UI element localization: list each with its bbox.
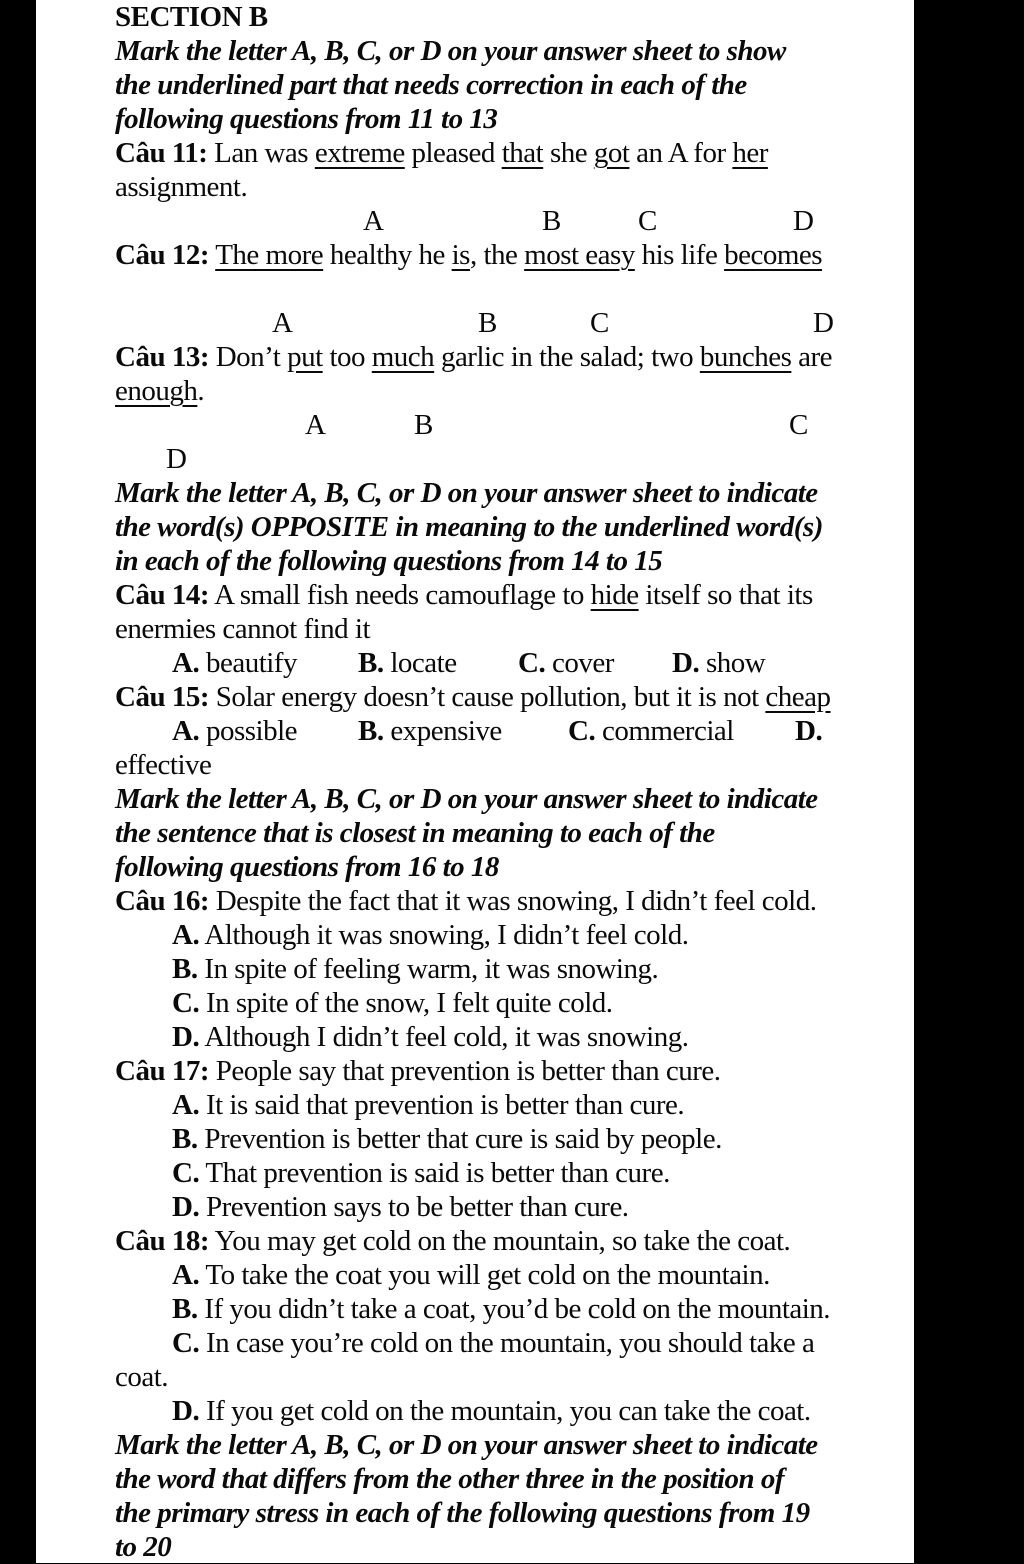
bold-label: C. <box>172 987 200 1019</box>
question-18-text <box>115 1224 832 1258</box>
positioned-segment <box>272 306 292 340</box>
question-14-options <box>115 646 832 680</box>
question-13-letter-row-1 <box>115 408 832 442</box>
instruction-closest-3 <box>115 850 832 884</box>
underlined-word: most easy <box>524 239 635 271</box>
question-16-option-c <box>115 986 832 1020</box>
positioned-segment <box>672 646 765 680</box>
bold-label: the word(s) OPPOSITE in meaning to the underlined word(s) <box>115 511 823 543</box>
bold-label: D. <box>172 1191 200 1223</box>
bold-label: Câu 17: <box>115 1055 209 1087</box>
question-11-text-cont <box>115 170 832 204</box>
question-14-text <box>115 578 832 612</box>
positioned-segment <box>542 204 561 238</box>
underlined-word: her <box>732 137 768 169</box>
underlined-word: cheap <box>765 681 831 713</box>
text-run: Lan was <box>207 137 315 169</box>
bold-label: Câu 13: <box>115 341 209 373</box>
text-run: A <box>272 307 293 339</box>
text-run: are <box>791 341 833 373</box>
text-run: If you didn’t take a coat, you’d be cold on the mountain. <box>197 1293 831 1325</box>
bold-label: B. <box>172 953 198 985</box>
instruction-closest-1 <box>115 782 832 816</box>
text-run: his life <box>634 239 725 271</box>
bold-label: the primary stress in each of the following questions from 19 <box>115 1497 810 1529</box>
positioned-segment <box>358 646 457 680</box>
bold-label: the sentence that is closest in meaning to each of the <box>115 817 715 849</box>
bold-label: the underlined part that needs correction in each of the <box>115 69 747 101</box>
question-11-text <box>115 136 832 170</box>
text-run: an A for <box>629 137 733 169</box>
bold-label: following questions from 16 to 18 <box>115 851 499 883</box>
bold-label: B. <box>358 647 384 679</box>
blank-line <box>115 272 832 306</box>
question-17-text <box>115 1054 832 1088</box>
text-run: If you get cold on the mountain, you can take the coat. <box>199 1395 811 1427</box>
text-run: C <box>789 409 808 441</box>
bold-label: B. <box>172 1123 198 1155</box>
question-13-text <box>115 340 832 374</box>
text-run: show <box>699 647 766 679</box>
text-run: too <box>322 341 372 373</box>
positioned-segment <box>638 204 657 238</box>
text-run: That prevention is said is better than cure. <box>199 1157 670 1189</box>
text-run: You may get cold on the mountain, so take the coat. <box>208 1225 791 1257</box>
instruction-correction-2 <box>115 68 832 102</box>
text-run: In spite of the snow, I felt quite cold. <box>199 987 613 1019</box>
positioned-segment <box>166 442 186 476</box>
bold-label: following questions from 11 to 13 <box>115 103 498 135</box>
bold-label: Mark the letter A, B, C, or D on your answer sheet to indicate <box>115 783 818 815</box>
bold-label: Câu 12: <box>115 239 209 271</box>
bold-label: A. <box>172 1259 200 1291</box>
question-16-option-d <box>115 1020 832 1054</box>
question-18-option-c-cont <box>115 1360 832 1394</box>
question-12-text <box>115 238 832 272</box>
text-run: beautify <box>199 647 297 679</box>
instruction-stress-1 <box>115 1428 832 1462</box>
question-13-text-cont <box>115 374 832 408</box>
bold-label: Mark the letter A, B, C, or D on your answer sheet to indicate <box>115 477 818 509</box>
instruction-opposite-3 <box>115 544 832 578</box>
positioned-segment <box>305 408 325 442</box>
text-run: A <box>363 205 384 237</box>
underlined-word: much <box>371 341 435 373</box>
bold-label: A. <box>172 715 200 747</box>
bold-label: Câu 14: <box>115 579 209 611</box>
text-run: enermies cannot find it <box>115 613 371 645</box>
underlined-word: got <box>593 137 630 169</box>
question-15-text <box>115 680 832 714</box>
positioned-segment <box>518 646 614 680</box>
bold-label: D. <box>795 715 823 747</box>
bold-label: in each of the following questions from 14 to 15 <box>115 545 663 577</box>
question-13-letter-row-2 <box>115 442 832 476</box>
bold-label: C. <box>518 647 546 679</box>
text-run: Prevention says to be better than cure. <box>199 1191 629 1223</box>
positioned-segment <box>172 646 297 680</box>
text-run: Although I didn’t feel cold, it was snowing. <box>199 1021 689 1053</box>
instruction-stress-2 <box>115 1462 832 1496</box>
question-15-option-d-cont <box>115 748 832 782</box>
bold-label: A. <box>172 647 200 679</box>
underlined-word: that <box>501 137 544 169</box>
bold-label: the word that differs from the other three in the position of <box>115 1463 785 1495</box>
bold-label: Câu 11: <box>115 137 208 169</box>
bold-label: B. <box>172 1293 198 1325</box>
positioned-segment <box>414 408 433 442</box>
text-run: Despite the fact that it was snowing, I didn’t feel cold. <box>208 885 817 917</box>
positioned-segment <box>795 714 822 748</box>
text-run: C <box>638 205 657 237</box>
bold-label: to 20 <box>115 1531 172 1563</box>
underlined-word: put <box>287 341 323 373</box>
text-run: B <box>542 205 561 237</box>
text-run: possible <box>199 715 298 747</box>
question-17-option-c <box>115 1156 832 1190</box>
positioned-segment <box>789 408 808 442</box>
instruction-stress-3 <box>115 1496 832 1530</box>
positioned-segment <box>172 714 297 748</box>
bold-label: Câu 15: <box>115 681 209 713</box>
text-run: assignment. <box>115 171 248 203</box>
question-12-letter-row <box>115 306 832 340</box>
text-run: commercial <box>595 715 734 747</box>
positioned-segment <box>478 306 497 340</box>
text-run: effective <box>115 749 212 781</box>
question-18-option-d <box>115 1394 832 1428</box>
bold-label: C. <box>568 715 596 747</box>
positioned-segment <box>590 306 609 340</box>
text-run: expensive <box>383 715 502 747</box>
text-run: garlic in the salad; two <box>434 341 700 373</box>
text-run: , the <box>469 239 525 271</box>
text-run: coat. <box>115 1361 169 1393</box>
exam-text-column <box>115 0 832 1564</box>
positioned-segment <box>813 306 833 340</box>
text-run: To take the coat you will get cold on the mountain. <box>199 1259 770 1291</box>
text-run: cover <box>545 647 614 679</box>
underlined-word: hide <box>590 579 639 611</box>
instruction-closest-2 <box>115 816 832 850</box>
document-page <box>36 0 914 1563</box>
underlined-word: extreme <box>314 137 405 169</box>
text-run: A small fish needs camouflage to <box>208 579 591 611</box>
bold-label: D. <box>672 647 700 679</box>
section-heading <box>115 0 832 34</box>
bold-label: D. <box>172 1395 200 1427</box>
underlined-word: is <box>451 239 470 271</box>
underlined-word: becomes <box>724 239 823 271</box>
question-18-option-c <box>115 1326 832 1360</box>
positioned-segment <box>793 204 813 238</box>
text-run: . <box>197 375 205 407</box>
text-run: itself so that its <box>638 579 813 611</box>
text-run: Don’t <box>208 341 288 373</box>
bold-label: B. <box>358 715 384 747</box>
text-run: In spite of feeling warm, it was snowing. <box>197 953 659 985</box>
positioned-segment <box>568 714 734 748</box>
text-run: Prevention is better that cure is said by people. <box>197 1123 722 1155</box>
question-16-text <box>115 884 832 918</box>
question-17-option-b <box>115 1122 832 1156</box>
question-17-option-a <box>115 1088 832 1122</box>
underlined-word: The more <box>215 239 324 271</box>
question-11-letter-row <box>115 204 832 238</box>
question-18-option-b <box>115 1292 832 1326</box>
positioned-segment <box>358 714 502 748</box>
instruction-correction-1 <box>115 34 832 68</box>
question-14-text-cont <box>115 612 832 646</box>
text-run: D <box>793 205 814 237</box>
text-run: In case you’re cold on the mountain, you should take a <box>199 1327 815 1359</box>
question-15-options <box>115 714 832 748</box>
text-run: C <box>590 307 609 339</box>
text-run: B <box>414 409 433 441</box>
text-run: D <box>166 443 187 475</box>
text-run: It is said that prevention is better than cure. <box>199 1089 685 1121</box>
text-run: Although it was snowing, I didn’t feel cold. <box>199 919 689 951</box>
text-run: B <box>478 307 497 339</box>
bold-label: D. <box>172 1021 200 1053</box>
bold-label: C. <box>172 1327 200 1359</box>
instruction-stress-4 <box>115 1530 832 1564</box>
underlined-word: enough <box>115 375 198 407</box>
text-run: pleased <box>404 137 502 169</box>
instruction-opposite-1 <box>115 476 832 510</box>
question-17-option-d <box>115 1190 832 1224</box>
question-18-option-a <box>115 1258 832 1292</box>
bold-label: Mark the letter A, B, C, or D on your answer sheet to show <box>115 35 786 67</box>
text-run: D <box>813 307 834 339</box>
text-run: People say that prevention is better than cure. <box>208 1055 721 1087</box>
bold-label: SECTION B <box>115 1 268 33</box>
question-16-option-a <box>115 918 832 952</box>
instruction-correction-3 <box>115 102 832 136</box>
text-run: she <box>543 137 594 169</box>
text-run: locate <box>383 647 457 679</box>
bold-label: A. <box>172 1089 200 1121</box>
text-run: Solar energy doesn’t cause pollution, but it is not <box>208 681 766 713</box>
bold-label: A. <box>172 919 200 951</box>
text-run: A <box>305 409 326 441</box>
bold-label: Mark the letter A, B, C, or D on your answer sheet to indicate <box>115 1429 818 1461</box>
question-16-option-b <box>115 952 832 986</box>
bold-label: C. <box>172 1157 200 1189</box>
underlined-word: bunches <box>699 341 792 373</box>
bold-label: Câu 16: <box>115 885 209 917</box>
instruction-opposite-2 <box>115 510 832 544</box>
positioned-segment <box>363 204 383 238</box>
text-run: healthy he <box>323 239 452 271</box>
bold-label: Câu 18: <box>115 1225 209 1257</box>
